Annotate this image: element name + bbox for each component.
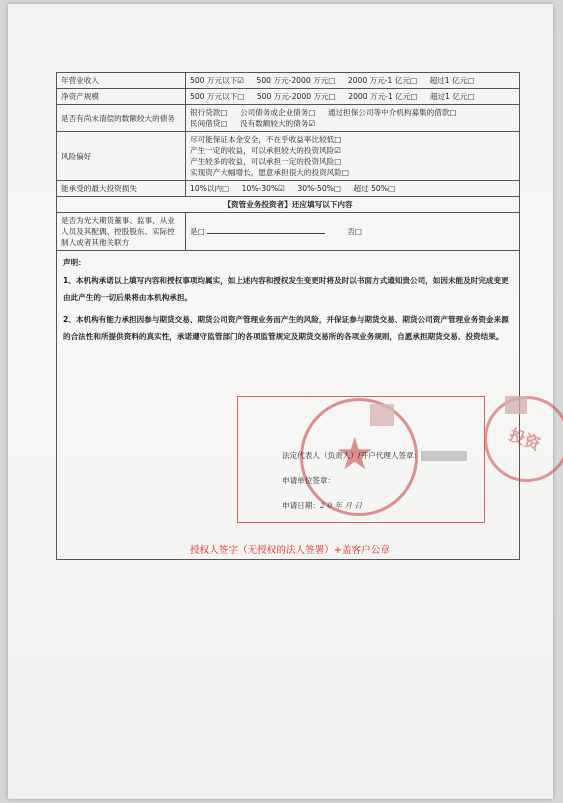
row-insider <box>57 213 520 251</box>
row-options <box>186 73 520 89</box>
section-header: 【资管业务投资者】还应填写以下内容 <box>57 197 520 213</box>
row-outstanding-debt <box>57 105 520 132</box>
row-label: 是否有尚未清偿的数额较大的债务 <box>57 105 186 132</box>
row-net-assets <box>57 89 520 105</box>
seal-text: 投资 <box>506 425 543 454</box>
row-label: 是否为光大期货董事、监事、从业人员及其配偶、控股股东、实际控制人或者其他关联方 <box>57 213 186 251</box>
signature-block <box>282 450 467 525</box>
row-options <box>186 213 520 251</box>
option[interactable]: 公司债务或企业债务□ <box>239 108 316 117</box>
option[interactable]: 500 万元以下□ <box>190 92 245 101</box>
option[interactable]: 2000 万元-1 亿元□ <box>347 76 418 85</box>
option[interactable]: 通过担保公司等中介机构募集的借款□ <box>327 108 457 117</box>
row-label: 能承受的最大投资损失 <box>57 181 186 197</box>
row-label: 净资产规模 <box>57 89 186 105</box>
row-options <box>186 132 520 181</box>
row-risk-preference <box>57 132 520 181</box>
row-options <box>186 105 520 132</box>
date-value: 2 0 年 月 日 <box>319 501 363 510</box>
option[interactable]: 没有数额较大的债务☑ <box>239 119 316 128</box>
option[interactable]: 超过1 亿元□ <box>429 76 475 85</box>
row-max-loss <box>57 181 520 197</box>
option[interactable]: 实现资产大幅增长，愿意承担很大的投资风险□ <box>190 168 350 177</box>
date-label: 申请日期： <box>282 501 320 510</box>
unit-signature-label: 申请单位签章： <box>282 476 336 485</box>
option[interactable]: 超过1 亿元□ <box>429 92 475 101</box>
row-options <box>186 181 520 197</box>
rep-signature-label: 法定代表人（负责人）/开户代理人签章： <box>282 451 422 460</box>
date-line <box>282 500 467 512</box>
option[interactable]: 尽可能保证本金安全，不在乎收益率比较低□ <box>190 135 342 144</box>
annotation-note: 授权人签字（无授权的法人签署）+盖客户公章 <box>190 545 390 556</box>
option[interactable]: 500 万元以下☑ <box>190 76 245 85</box>
option[interactable]: 银行贷款□ <box>190 108 228 117</box>
star-icon: ★ <box>335 429 375 480</box>
section-header-row <box>57 197 520 213</box>
option[interactable]: 超过 50%□ <box>353 184 396 193</box>
option-no[interactable]: 否□ <box>347 227 362 236</box>
option[interactable]: 10%-30%☑ <box>241 184 285 193</box>
option[interactable]: 500 万元-2000 万元□ <box>256 76 336 85</box>
option[interactable]: 500 万元-2000 万元□ <box>256 92 336 101</box>
option[interactable]: 产生一定的收益，可以承担较大的投资风险☑ <box>190 146 342 155</box>
declaration-paragraph-2: 2、本机构有能力承担因参与期货交易、期货公司资产管理业务而产生的风险，并保证参与期货交易、期货公司资产管理业务资金来源的合法性和所提供资料的真实性，承诺遵守监管部门的各项监管规定及期货交易所的各项业务规则，自愿承担期货交易、投资结果。 <box>63 315 509 341</box>
row-label: 风险偏好 <box>57 132 186 181</box>
redacted-area <box>505 396 527 414</box>
option[interactable]: 30%-50%□ <box>297 184 342 193</box>
declaration-paragraph-1: 1、本机构承诺以上填写内容和授权事项均属实，如上述内容和授权发生变更时将及时以书面方式通知贵公司，如因未能及时完成变更由此产生的一切后果将由本机构承担。 <box>63 276 509 302</box>
row-options <box>186 89 520 105</box>
option[interactable]: 2000 万元-1 亿元□ <box>348 92 418 101</box>
option[interactable]: 民间借贷□ <box>190 119 228 128</box>
option[interactable]: 产生较多的收益，可以承担一定的投资风险□ <box>190 157 342 166</box>
declaration-heading: 声明： <box>63 258 86 267</box>
rep-signature-line <box>282 450 467 462</box>
redacted-signature <box>421 451 467 461</box>
option-yes[interactable]: 是□ <box>190 227 205 236</box>
option[interactable]: 10%以内□ <box>190 184 230 193</box>
row-annual-revenue <box>57 73 520 89</box>
row-label: 年营业收入 <box>57 73 186 89</box>
